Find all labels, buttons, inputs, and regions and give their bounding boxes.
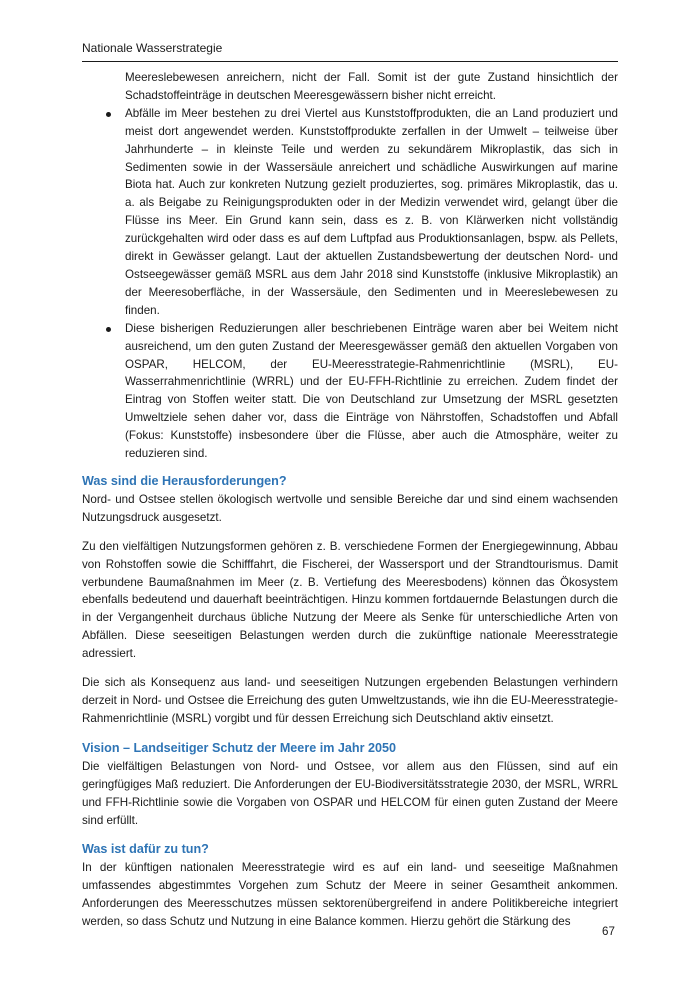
page-body	[82, 69, 618, 942]
bullet-list	[82, 69, 618, 463]
bullet-item-plastic-waste	[82, 105, 618, 320]
paragraph: Die sich als Konsequenz aus land- und seeseitigen Nutzungen ergebenden Belastungen verhindern derzeit in Nord- und Ostsee die Erreichung des guten Umweltzustands, wie ihn die EU-Meeresstrategie-Rahmenrichtlinie (MSRL) vorgibt und für dessen Erreichung sich Deutschland aktiv einsetzt.	[82, 676, 618, 725]
bullet-dot-icon	[106, 327, 111, 332]
paragraph: Die vielfältigen Belastungen von Nord- und Ostsee, vor allem aus den Flüssen, sind auf ein geringfügiges Maß reduziert. Die Anforderungen der EU-Biodiversitätsstrategie 2030, der MSRL, WRRL und FFH-Richtlinie sowie die Vorgaben von OSPAR und HELCOM für einen guten Zustand der Meere sind erfüllt.	[82, 759, 618, 827]
bullet-text: Meereslebewesen anreichern, nicht der Fall. Somit ist der gute Zustand hinsichtlich der Schadstoffeinträge in deutschen Meeresgewässern bisher nicht erreicht.	[125, 71, 618, 102]
bullet-item-reductions	[82, 320, 618, 463]
bullet-text: Abfälle im Meer bestehen zu drei Viertel aus Kunststoffprodukten, die an Land produziert und meist dort angewendet werden. Kunststoffprodukte zerfallen in der Umwelt – teilweise über Jahrhunderte – in kleinste Teile und werden zu sekundärem Mikroplastik, das sich in Sedimenten sowie in der Wassersäule anreichert und schädliche Auswirkungen auf marine Biota hat. Auch zur konkreten Nutzung gezielt produziertes, sog. primäres Mikroplastik, das u. a. als Beigabe zu Reinigungsprodukten oder in der Medizin verwendet wird, gelangt über die Flüsse ins Meer. Ein Grund kann sein, dass es z. B. von Klärwerken nicht vollständig zurückgehalten wird oder dass es auf dem Luftpfad aus Produktionsanlagen, bspw. als Pellets, direkt in Gewässer gelangt. Laut der aktuellen Zustandsbewertung der deutschen Nord- und Ostseegewässer gemäß MSRL aus dem Jahr 2018 sind Kunststoffe (inklusive Mikroplastik) an der Meeresoberfläche, in der Wassersäule, den Sedimenten und in Meereslebewesen zu finden.	[125, 106, 618, 317]
paragraph: Nord- und Ostsee stellen ökologisch wertvolle und sensible Bereiche dar und sind einem wachsenden Nutzungsdruck ausgesetzt.	[82, 492, 618, 524]
section-heading-challenges: Was sind die Herausforderungen?	[82, 473, 287, 488]
header-divider	[82, 61, 618, 62]
page-number: 67	[602, 925, 615, 938]
bullet-item-continued	[82, 69, 618, 105]
section-heading-todo: Was ist dafür zu tun?	[82, 842, 209, 857]
paragraph: Zu den vielfältigen Nutzungsformen gehören z. B. verschiedene Formen der Energiegewinnung, Abbau von Rohstoffen sowie die Schifffahrt, die Fischerei, der Wassersport und der Strandtourismus. Damit verbundene Baumaßnahmen im Meer (z. B. Vertiefung des Meeresbodens) können das Ökosystem ebenfalls bedeutend und dauerhaft beeinträchtigen. Hinzu kommen fortdauernde Belastungen durch die in der Vergangenheit durchaus übliche Nutzung der Meere als Senke für unterschiedliche Arten von Abfällen. Diese seeseitigen Belastungen werden durch die zukünftige nationale Meeresstrategie adressiert.	[82, 539, 618, 661]
section-heading-vision: Vision – Landseitiger Schutz der Meere im Jahr 2050	[82, 740, 397, 755]
bullet-dot-icon	[106, 112, 111, 117]
bullet-text: Diese bisherigen Reduzierungen aller beschriebenen Einträge waren aber bei Weitem nicht ausreichend, um den guten Zustand der Meeresgewässer gemäß den aktuellen Vorgaben von OSPAR, HELCOM, der EU-Meeresstrategie-Rahmenrichtlinie (MSRL), EU-Wasserrahmenrichtlinie (WRRL) und der EU-FFH-Richtlinie zu erreichen. Zudem findet der Eintrag von Stoffen weiter statt. Die von Deutschland zur Umsetzung der MSRL gesetzten Umweltziele sehen daher vor, dass die Einträge von Nährstoffen, Schadstoffen und Abfall (Fokus: Kunststoffe) insbesondere über die Flüsse, aber auch die Atmosphäre, weiter zu reduzieren sind.	[125, 321, 618, 461]
running-header: Nationale Wasserstrategie	[82, 41, 223, 55]
paragraph: In der künftigen nationalen Meeresstrategie wird es auf ein land- und seeseitige Maßnahmen umfassendes abgestimmtes Vorgehen zum Schutz der Meere in seiner Gesamtheit ankommen. Anforderungen des Meeresschutzes müssen sektorenübergreifend in andere Politikbereiche integriert werden, so dass Schutz und Nutzung in eine Balance kommen. Hierzu gehört die Stärkung des	[82, 861, 618, 929]
